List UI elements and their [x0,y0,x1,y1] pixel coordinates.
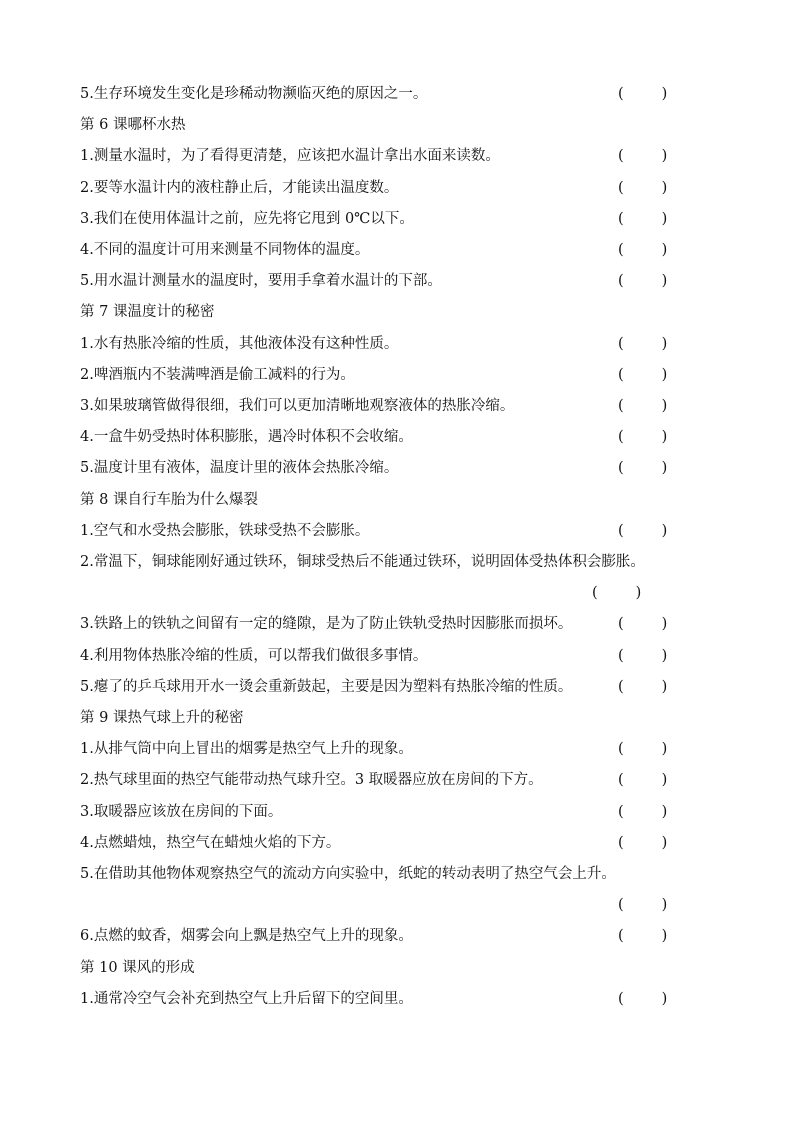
answer-paren-left: ( [618,211,624,227]
answer-blank[interactable] [618,802,667,822]
question-text: 4.点燃蜡烛，热空气在蜡烛火焰的下方。 [80,835,341,851]
answer-blank[interactable] [618,396,667,416]
answer-paren-left: ( [618,897,624,913]
answer-paren-right: ) [661,741,668,757]
answer-paren-right: ) [635,585,642,601]
question-text: 5.生存环境发生变化是珍稀动物濒临灭绝的原因之一。 [80,86,428,102]
lesson-heading: 第 10 课风的形成 [80,960,195,976]
answer-blank[interactable] [618,84,667,104]
answer-paren-left: ( [618,616,624,632]
question-text: 2.热气球里面的热空气能带动热气球升空。3 取暖器应放在房间的下方。 [80,772,543,788]
answer-paren-left: ( [618,86,624,102]
answer-paren-right: ) [661,242,668,258]
question-text: 1.测量水温时，为了看得更清楚，应该把水温计拿出水面来读数。 [80,148,500,164]
answer-blank[interactable] [618,427,667,447]
answer-paren-right: ) [661,211,668,227]
lesson-heading: 第 9 课热气球上升的秘密 [80,710,244,726]
answer-paren-right: ) [661,835,668,851]
answer-paren-left: ( [618,242,624,258]
answer-blank[interactable] [618,458,667,478]
answer-paren-right: ) [661,460,668,476]
question-text: 5.温度计里有液体，温度计里的液体会热胀冷缩。 [80,460,399,476]
answer-paren-right: ) [661,429,668,445]
question-text: 1.水有热胀冷缩的性质，其他液体没有这种性质。 [80,336,399,352]
answer-paren-left: ( [618,460,624,476]
question-text: 3.如果玻璃管做得很细，我们可以更加清晰地观察液体的热胀冷缩。 [80,398,515,414]
question-text: 4.一盒牛奶受热时体积膨胀，遇冷时体积不会收缩。 [80,429,413,445]
answer-blank[interactable] [618,895,667,915]
question-text: 1.通常冷空气会补充到热空气上升后留下的空间里。 [80,991,413,1007]
answer-paren-right: ) [661,273,668,289]
answer-paren-right: ) [661,772,668,788]
question-text: 4.利用物体热胀冷缩的性质，可以帮我们做很多事情。 [80,648,428,664]
answer-paren-left: ( [618,804,624,820]
question-text: 3.铁路上的铁轨之间留有一定的缝隙，是为了防止铁轨受热时因膨胀而损坏。 [80,616,573,632]
answer-paren-left: ( [618,180,624,196]
answer-blank[interactable] [618,365,667,385]
answer-paren-right: ) [661,523,668,539]
question-text: 4.不同的温度计可用来测量不同物体的温度。 [80,242,370,258]
question-text: 5.用水温计测量水的温度时，要用手拿着水温计的下部。 [80,273,442,289]
answer-paren-right: ) [661,897,668,913]
answer-paren-left: ( [618,741,624,757]
answer-paren-right: ) [661,648,668,664]
answer-paren-right: ) [661,928,668,944]
answer-paren-left: ( [618,835,624,851]
question-text: 1.空气和水受热会膨胀，铁球受热不会膨胀。 [80,523,370,539]
answer-paren-left: ( [618,928,624,944]
question-text: 3.我们在使用体温计之前，应先将它甩到 0℃以下。 [80,211,414,227]
answer-blank[interactable] [618,521,667,541]
answer-paren-left: ( [618,148,624,164]
answer-paren-left: ( [618,648,624,664]
answer-blank[interactable] [618,677,667,697]
answer-blank[interactable] [618,989,667,1009]
answer-blank[interactable] [618,146,667,166]
answer-paren-left: ( [618,679,624,695]
answer-blank[interactable] [618,209,667,229]
answer-paren-right: ) [661,148,668,164]
answer-paren-left: ( [618,429,624,445]
answer-paren-right: ) [661,180,668,196]
question-text: 2.常温下，铜球能刚好通过铁环，铜球受热后不能通过铁环，说明固体受热体积会膨胀。 [80,554,645,570]
answer-paren-left: ( [618,367,624,383]
answer-paren-right: ) [661,398,668,414]
lesson-heading: 第 7 课温度计的秘密 [80,304,215,320]
answer-paren-right: ) [661,367,668,383]
answer-blank[interactable] [592,583,641,603]
question-text: 2.要等水温计内的液柱静止后，才能读出温度数。 [80,180,399,196]
answer-blank[interactable] [618,926,667,946]
answer-paren-left: ( [618,523,624,539]
question-text: 2.啤酒瓶内不装满啤酒是偷工减料的行为。 [80,367,355,383]
answer-blank[interactable] [618,646,667,666]
answer-paren-left: ( [618,772,624,788]
answer-paren-right: ) [661,804,668,820]
answer-blank[interactable] [618,334,667,354]
question-text: 5.瘪了的乒乓球用开水一烫会重新鼓起，主要是因为塑料有热胀冷缩的性质。 [80,679,573,695]
answer-paren-right: ) [661,616,668,632]
answer-blank[interactable] [618,739,667,759]
question-text: 1.从排气筒中向上冒出的烟雾是热空气上升的现象。 [80,741,413,757]
answer-paren-left: ( [618,336,624,352]
answer-paren-left: ( [618,991,624,1007]
answer-blank[interactable] [618,770,667,790]
question-text: 6.点燃的蚊香，烟雾会向上飘是热空气上升的现象。 [80,928,413,944]
answer-blank[interactable] [618,614,667,634]
answer-paren-left: ( [592,585,598,601]
answer-paren-right: ) [661,86,668,102]
question-text: 5.在借助其他物体观察热空气的流动方向实验中，纸蛇的转动表明了热空气会上升。 [80,866,616,882]
answer-blank[interactable] [618,271,667,291]
question-text: 3.取暖器应该放在房间的下面。 [80,804,283,820]
lesson-heading: 第 8 课自行车胎为什么爆裂 [80,492,258,508]
answer-paren-right: ) [661,679,668,695]
answer-blank[interactable] [618,178,667,198]
answer-blank[interactable] [618,833,667,853]
answer-paren-right: ) [661,336,668,352]
answer-blank[interactable] [618,240,667,260]
lesson-heading: 第 6 课哪杯水热 [80,117,186,133]
answer-paren-right: ) [661,991,668,1007]
answer-paren-left: ( [618,273,624,289]
answer-paren-left: ( [618,398,624,414]
